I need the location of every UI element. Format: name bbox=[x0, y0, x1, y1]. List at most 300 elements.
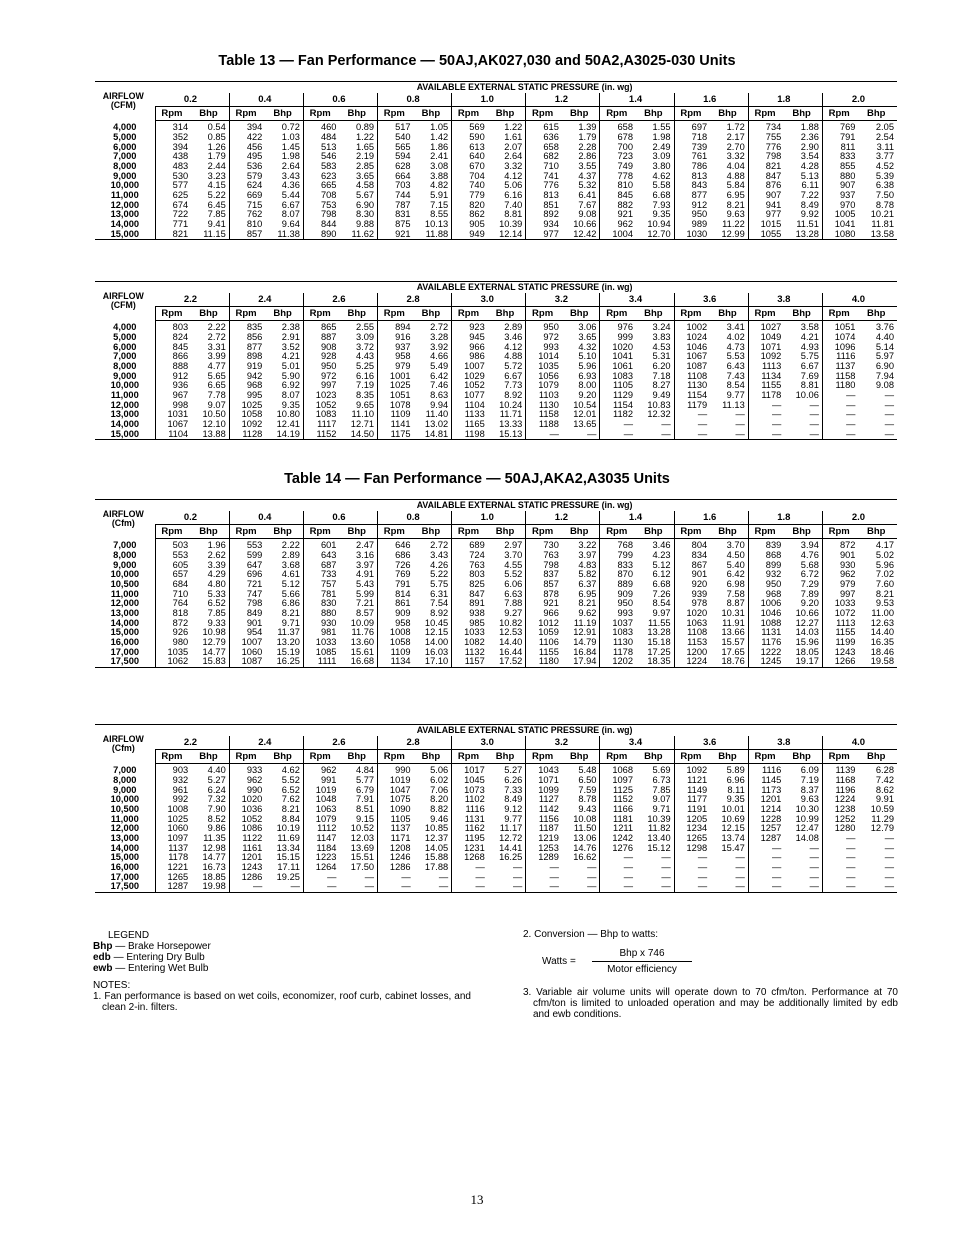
rpm-cell: 1051 bbox=[378, 391, 414, 401]
bhp-cell: 14.00 bbox=[424, 637, 449, 648]
rpm-cell: 1108 bbox=[674, 371, 710, 381]
rpm-cell: 1141 bbox=[378, 420, 414, 430]
rpm-cell: 768 bbox=[600, 539, 636, 551]
rpm-cell: 1002 bbox=[674, 321, 710, 333]
table-row bbox=[95, 401, 897, 411]
bhp-cell: 2.64 bbox=[281, 161, 300, 171]
airflow-cell: 6,000 bbox=[113, 342, 137, 352]
bhp-cell: 7.90 bbox=[207, 804, 226, 814]
bhp-cell: 1.72 bbox=[726, 122, 745, 133]
bhp-cell: 7.29 bbox=[800, 579, 819, 589]
rpm-cell: 763 bbox=[452, 560, 488, 570]
bhp-cell: 7.88 bbox=[504, 599, 523, 609]
bhp-cell: 1.88 bbox=[800, 122, 819, 133]
bhp-cell: 1.05 bbox=[430, 122, 449, 133]
bhp-cell: 9.65 bbox=[355, 400, 375, 410]
bhp-cell: 6.24 bbox=[207, 785, 226, 795]
bhp-cell: 6.98 bbox=[726, 579, 745, 589]
airflow-cell: 7,000 bbox=[113, 152, 137, 162]
bhp-cell: 4.40 bbox=[207, 765, 226, 776]
bhp-cell: 7.02 bbox=[875, 570, 894, 580]
bhp-header: Bhp bbox=[339, 525, 377, 539]
bhp-cell: 8.21 bbox=[578, 599, 597, 609]
bhp-cell: 5.91 bbox=[430, 190, 449, 200]
bhp-cell: 3.16 bbox=[355, 550, 375, 560]
rpm-cell: — bbox=[822, 834, 858, 844]
bhp-cell: 3.80 bbox=[652, 161, 671, 171]
bhp-header: Bhp bbox=[339, 750, 377, 764]
rpm-cell: — bbox=[526, 873, 562, 883]
bhp-cell: 6.68 bbox=[652, 190, 671, 200]
bhp-cell: 10.52 bbox=[350, 824, 375, 834]
bhp-cell: 2.72 bbox=[430, 540, 449, 551]
bhp-cell: 2.47 bbox=[355, 540, 375, 551]
bhp-cell: 18.46 bbox=[870, 647, 894, 657]
rpm-cell: 870 bbox=[600, 570, 636, 580]
rpm-cell: 740 bbox=[452, 181, 488, 191]
pressure-header: 0.8 bbox=[378, 93, 452, 107]
rpm-cell: 700 bbox=[600, 142, 636, 152]
rpm-cell: 894 bbox=[378, 321, 414, 333]
rpm-cell: — bbox=[674, 410, 710, 420]
airflow-cell: 12,000 bbox=[110, 599, 140, 609]
bhp-cell: 3.08 bbox=[430, 161, 449, 171]
bhp-cell: 6.90 bbox=[875, 361, 894, 371]
bhp-cell: 5.82 bbox=[578, 570, 597, 580]
rpm-header: Rpm bbox=[452, 525, 488, 539]
bhp-cell: 4.21 bbox=[800, 332, 819, 342]
rpm-cell: 1006 bbox=[748, 599, 784, 609]
bhp-cell: 17.25 bbox=[647, 647, 671, 657]
table-row bbox=[95, 171, 897, 181]
rpm-cell: 1096 bbox=[822, 342, 858, 352]
bhp-cell: 3.70 bbox=[504, 550, 523, 560]
table-row bbox=[95, 657, 897, 667]
bhp-cell: 15.15 bbox=[276, 853, 300, 863]
bhp-cell: — bbox=[884, 833, 894, 843]
rpm-cell: 1268 bbox=[452, 853, 488, 863]
rpm-cell: 536 bbox=[229, 162, 265, 172]
bhp-cell: 13.28 bbox=[784, 230, 822, 240]
bhp-cell: 12.03 bbox=[350, 833, 375, 843]
airflow-cell: 4,000 bbox=[113, 321, 137, 332]
table-row bbox=[95, 210, 897, 220]
bhp-cell: 16.73 bbox=[202, 862, 226, 873]
airflow-cell: 10,000 bbox=[110, 570, 140, 580]
rpm-cell: 820 bbox=[452, 201, 488, 211]
rpm-cell: 1061 bbox=[600, 362, 636, 372]
bhp-cell: 1.98 bbox=[281, 152, 300, 162]
rpm-cell: 907 bbox=[822, 181, 858, 191]
bhp-cell: — bbox=[587, 872, 597, 882]
rpm-cell: 394 bbox=[155, 142, 191, 152]
table-row bbox=[95, 410, 897, 420]
rpm-cell: 753 bbox=[303, 201, 339, 211]
rpm-cell: 1199 bbox=[822, 638, 858, 648]
rpm-cell: 776 bbox=[526, 181, 562, 191]
rpm-cell: 1014 bbox=[526, 352, 562, 362]
rpm-cell: 928 bbox=[303, 352, 339, 362]
rpm-cell: 1165 bbox=[452, 420, 488, 430]
bhp-cell: 7.58 bbox=[726, 589, 745, 599]
rpm-cell: 811 bbox=[822, 142, 858, 152]
rpm-cell: 779 bbox=[452, 191, 488, 201]
bhp-cell: 15.51 bbox=[350, 853, 375, 863]
rpm-cell: 664 bbox=[378, 171, 414, 181]
rpm-cell: 1097 bbox=[155, 834, 191, 844]
bhp-cell: 19.58 bbox=[858, 657, 897, 667]
rpm-cell: 625 bbox=[155, 191, 191, 201]
table-row bbox=[95, 628, 897, 638]
bhp-cell: 4.77 bbox=[207, 361, 226, 371]
rpm-header: Rpm bbox=[229, 525, 265, 539]
bhp-cell: 14.19 bbox=[265, 430, 303, 440]
rpm-cell: 628 bbox=[378, 162, 414, 172]
rpm-cell: 1171 bbox=[378, 834, 414, 844]
bhp-cell: 7.62 bbox=[281, 795, 300, 805]
bhp-cell: 2.90 bbox=[800, 142, 819, 152]
airflow-cell: 10,000 bbox=[110, 381, 140, 391]
rpm-cell: 798 bbox=[526, 560, 562, 570]
rpm-cell: 993 bbox=[600, 609, 636, 619]
airflow-cell: 14,000 bbox=[110, 843, 140, 853]
bhp-header: Bhp bbox=[265, 525, 303, 539]
rpm-cell: 992 bbox=[155, 795, 191, 805]
rpm-cell: 1001 bbox=[378, 371, 414, 381]
bhp-cell: 3.43 bbox=[281, 171, 300, 181]
rpm-cell: 665 bbox=[303, 181, 339, 191]
bhp-cell: 4.73 bbox=[726, 342, 745, 352]
pressure-header: 2.2 bbox=[155, 736, 229, 750]
airflow-unit: (CFM) bbox=[110, 100, 136, 111]
rpm-cell: 1286 bbox=[378, 863, 414, 873]
pressure-header: 1.4 bbox=[600, 511, 674, 525]
bhp-cell: 9.49 bbox=[652, 390, 671, 400]
bhp-cell: 15.88 bbox=[424, 853, 449, 863]
bhp-cell: 6.16 bbox=[504, 190, 523, 200]
rpm-cell: 1113 bbox=[748, 362, 784, 372]
rpm-cell: 798 bbox=[303, 210, 339, 220]
rpm-cell: 670 bbox=[452, 162, 488, 172]
rpm-cell: 1127 bbox=[526, 795, 562, 805]
airflow-cell: 11,000 bbox=[110, 190, 139, 200]
rpm-cell: 972 bbox=[526, 333, 562, 343]
rpm-cell: 997 bbox=[822, 589, 858, 599]
rpm-cell: 1147 bbox=[303, 834, 339, 844]
rpm-cell: 932 bbox=[155, 776, 191, 786]
bhp-cell: 6.43 bbox=[726, 361, 745, 371]
rpm-cell: 749 bbox=[600, 162, 636, 172]
bhp-cell: 10.54 bbox=[573, 400, 597, 410]
rpm-cell: 856 bbox=[229, 333, 265, 343]
bhp-cell: 2.28 bbox=[578, 142, 597, 152]
rpm-cell: 1004 bbox=[600, 230, 636, 240]
rpm-cell: 1102 bbox=[452, 795, 488, 805]
rpm-cell: 1092 bbox=[229, 420, 265, 430]
rpm-cell: 1075 bbox=[378, 795, 414, 805]
table-row bbox=[95, 863, 897, 873]
rpm-cell: 1154 bbox=[600, 401, 636, 411]
bhp-cell: 4.15 bbox=[207, 181, 226, 191]
rpm-cell: 1105 bbox=[378, 814, 414, 824]
rpm-cell: 1133 bbox=[452, 410, 488, 420]
rpm-cell: 1080 bbox=[822, 230, 858, 240]
rpm-cell: 1201 bbox=[748, 795, 784, 805]
notes-title: NOTES: bbox=[93, 980, 131, 991]
rpm-cell: 1025 bbox=[229, 401, 265, 411]
rpm-cell: 696 bbox=[229, 570, 265, 580]
rpm-cell: — bbox=[452, 882, 488, 892]
rpm-cell: 851 bbox=[526, 201, 562, 211]
bhp-cell: 8.11 bbox=[727, 785, 745, 795]
rpm-cell: 1154 bbox=[674, 391, 710, 401]
rpm-cell: 1137 bbox=[155, 844, 191, 854]
bhp-cell: 7.54 bbox=[430, 599, 449, 609]
bhp-cell: 9.53 bbox=[875, 599, 894, 609]
rpm-cell: 1253 bbox=[526, 844, 562, 854]
airflow-cell: 17,000 bbox=[110, 647, 140, 657]
rpm-cell: 1128 bbox=[229, 430, 265, 440]
bhp-cell: 10.66 bbox=[573, 219, 597, 230]
bhp-cell: 2.05 bbox=[875, 122, 894, 133]
rpm-cell: 438 bbox=[155, 152, 191, 162]
bhp-cell: 4.61 bbox=[281, 570, 300, 580]
rpm-cell: 950 bbox=[303, 362, 339, 372]
bhp-cell: 7.40 bbox=[504, 200, 523, 210]
bhp-cell: 3.22 bbox=[578, 540, 597, 551]
bhp-cell: 14.50 bbox=[339, 430, 377, 440]
bhp-header: Bhp bbox=[339, 107, 377, 121]
rpm-header: Rpm bbox=[378, 307, 414, 321]
pressure-header: 1.0 bbox=[452, 511, 526, 525]
bhp-header: Bhp bbox=[562, 107, 600, 121]
bhp-cell: 9.63 bbox=[726, 210, 745, 220]
bhp-cell: — bbox=[562, 882, 600, 892]
bhp-cell: 7.85 bbox=[652, 785, 671, 795]
bhp-cell: 4.21 bbox=[281, 352, 300, 362]
bhp-cell: 7.91 bbox=[355, 795, 375, 805]
rpm-cell: 921 bbox=[526, 599, 562, 609]
bhp-cell: 2.72 bbox=[207, 332, 226, 342]
rpm-cell: 1060 bbox=[155, 824, 191, 834]
bhp-cell: — bbox=[710, 882, 748, 892]
rpm-cell: 1007 bbox=[452, 362, 488, 372]
bhp-cell: — bbox=[661, 872, 671, 882]
rpm-header: Rpm bbox=[303, 307, 339, 321]
bhp-cell: 4.23 bbox=[652, 550, 671, 560]
rpm-cell: 733 bbox=[303, 570, 339, 580]
bhp-header: Bhp bbox=[710, 750, 748, 764]
rpm-cell: 1048 bbox=[303, 795, 339, 805]
pressure-header: 3.2 bbox=[526, 293, 600, 307]
bhp-cell: 12.27 bbox=[795, 618, 819, 628]
rpm-cell: 1008 bbox=[378, 628, 414, 638]
rpm-cell: 1090 bbox=[378, 805, 414, 815]
bhp-cell: 2.38 bbox=[281, 322, 300, 333]
rpm-cell: 1298 bbox=[674, 844, 710, 854]
rpm-cell: 887 bbox=[303, 333, 339, 343]
rpm-cell: 843 bbox=[674, 181, 710, 191]
rpm-cell: 866 bbox=[155, 352, 191, 362]
airflow-unit: (CFM) bbox=[110, 300, 136, 311]
rpm-cell: 1078 bbox=[378, 401, 414, 411]
bhp-cell: 12.99 bbox=[710, 230, 748, 240]
rpm-cell: 763 bbox=[526, 551, 562, 561]
bhp-cell: 6.09 bbox=[800, 765, 819, 776]
bhp-cell: 5.02 bbox=[875, 550, 894, 560]
rpm-cell: 962 bbox=[303, 764, 339, 776]
airflow-label: AIRFLOW bbox=[102, 508, 144, 519]
rpm-cell: 1139 bbox=[822, 764, 858, 776]
bhp-cell: 15.19 bbox=[276, 647, 300, 657]
bhp-header: Bhp bbox=[488, 307, 526, 321]
bhp-cell: 10.13 bbox=[424, 219, 449, 230]
bhp-cell: 6.68 bbox=[652, 579, 671, 589]
rpm-cell: — bbox=[378, 882, 414, 892]
bhp-cell: 3.43 bbox=[430, 550, 449, 560]
bhp-cell: 7.94 bbox=[875, 371, 894, 381]
rpm-cell: 1117 bbox=[303, 420, 339, 430]
bhp-cell: — bbox=[858, 882, 897, 892]
pressure-header: 1.6 bbox=[674, 93, 748, 107]
rpm-cell: 599 bbox=[229, 551, 265, 561]
bhp-cell: 19.25 bbox=[276, 872, 300, 882]
bhp-cell: 7.21 bbox=[355, 599, 375, 609]
pressure-header: 0.2 bbox=[155, 511, 229, 525]
rpm-cell: 791 bbox=[822, 133, 858, 143]
rpm-cell: 909 bbox=[600, 589, 636, 599]
bhp-cell: 6.45 bbox=[207, 200, 226, 210]
bhp-cell: 16.35 bbox=[870, 637, 894, 648]
rpm-cell: 710 bbox=[155, 589, 191, 599]
bhp-cell: 0.85 bbox=[207, 132, 226, 142]
rpm-cell: 1035 bbox=[526, 362, 562, 372]
rpm-cell: 954 bbox=[229, 628, 265, 638]
bhp-cell: 3.52 bbox=[281, 342, 300, 352]
bhp-cell: — bbox=[809, 862, 819, 873]
rpm-cell: — bbox=[822, 882, 858, 892]
bhp-cell: 10.31 bbox=[721, 608, 745, 618]
rpm-header: Rpm bbox=[748, 107, 784, 121]
bhp-cell: 7.73 bbox=[504, 381, 523, 391]
rpm-cell: 1027 bbox=[748, 321, 784, 333]
bhp-cell: 15.12 bbox=[647, 843, 671, 853]
rpm-header: Rpm bbox=[822, 107, 858, 121]
bhp-cell: 11.22 bbox=[722, 219, 745, 230]
airflow-cell: 6,000 bbox=[113, 142, 137, 152]
rpm-cell: 1158 bbox=[822, 371, 858, 381]
airflow-cell: 9,000 bbox=[113, 371, 137, 381]
rpm-cell: 872 bbox=[155, 619, 191, 629]
pressure-header: 0.6 bbox=[303, 93, 377, 107]
rpm-cell: 878 bbox=[526, 589, 562, 599]
bhp-cell: 5.48 bbox=[578, 765, 597, 776]
rpm-cell: 1020 bbox=[674, 609, 710, 619]
rpm-cell: 646 bbox=[378, 539, 414, 551]
table-row bbox=[95, 785, 897, 795]
bhp-cell: 6.50 bbox=[578, 775, 597, 785]
bhp-cell: 9.35 bbox=[652, 210, 671, 220]
rpm-cell: 857 bbox=[526, 580, 562, 590]
bhp-cell: 6.67 bbox=[504, 371, 523, 381]
rpm-cell: 880 bbox=[822, 171, 858, 181]
bhp-cell: 8.81 bbox=[504, 210, 523, 220]
rpm-cell: 1228 bbox=[748, 814, 784, 824]
bhp-cell: 3.39 bbox=[207, 560, 226, 570]
rpm-cell: 1196 bbox=[822, 785, 858, 795]
bhp-cell: 6.95 bbox=[578, 589, 597, 599]
bhp-cell: 11.40 bbox=[425, 410, 449, 420]
rpm-cell: 394 bbox=[229, 121, 265, 133]
bhp-cell: 7.59 bbox=[578, 785, 597, 795]
bhp-cell: 9.86 bbox=[207, 824, 226, 834]
bhp-cell: 5.66 bbox=[281, 589, 300, 599]
rpm-cell: 583 bbox=[303, 162, 339, 172]
rpm-cell: — bbox=[674, 863, 710, 873]
table-row bbox=[95, 220, 897, 230]
airflow-header bbox=[95, 500, 155, 539]
rpm-cell: 1153 bbox=[674, 638, 710, 648]
rpm-cell: 901 bbox=[822, 551, 858, 561]
airflow-label: AIRFLOW bbox=[102, 733, 144, 744]
bhp-cell: 17.52 bbox=[488, 657, 526, 667]
bhp-cell: 10.50 bbox=[202, 410, 226, 420]
rpm-cell: 594 bbox=[378, 152, 414, 162]
bhp-cell: 9.35 bbox=[281, 400, 300, 410]
bhp-header: Bhp bbox=[414, 307, 452, 321]
rpm-cell: 1131 bbox=[748, 628, 784, 638]
rpm-cell: 995 bbox=[229, 391, 265, 401]
rpm-cell: 872 bbox=[822, 539, 858, 551]
bhp-cell: — bbox=[809, 872, 819, 882]
airflow-header bbox=[95, 82, 155, 121]
rpm-cell: 950 bbox=[748, 580, 784, 590]
rpm-cell: 1222 bbox=[748, 648, 784, 658]
bhp-cell: 3.65 bbox=[578, 332, 597, 342]
bhp-cell: 14.77 bbox=[202, 853, 226, 863]
pressure-header: 4.0 bbox=[822, 736, 897, 750]
rpm-cell: 945 bbox=[452, 333, 488, 343]
rpm-cell: 687 bbox=[303, 560, 339, 570]
pressure-group-header: AVAILABLE EXTERNAL STATIC PRESSURE (in. wg) bbox=[155, 500, 897, 512]
bhp-cell: 7.85 bbox=[207, 210, 226, 220]
rpm-cell: 1074 bbox=[822, 333, 858, 343]
bhp-cell: 11.69 bbox=[277, 833, 300, 843]
rpm-cell: — bbox=[748, 420, 784, 430]
bhp-cell: 16.84 bbox=[573, 647, 597, 657]
bhp-cell: 4.50 bbox=[726, 550, 745, 560]
rpm-cell: 1111 bbox=[303, 657, 339, 667]
airflow-cell: 14,000 bbox=[110, 419, 140, 430]
rpm-cell: 824 bbox=[155, 333, 191, 343]
rpm-cell: 1116 bbox=[452, 805, 488, 815]
bhp-cell: — bbox=[809, 419, 819, 430]
rpm-cell: 830 bbox=[303, 599, 339, 609]
table-row bbox=[95, 824, 897, 834]
rpm-cell: 601 bbox=[303, 539, 339, 551]
bhp-cell: 6.42 bbox=[726, 570, 745, 580]
rpm-cell: 1015 bbox=[748, 220, 784, 230]
bhp-cell: 8.81 bbox=[800, 381, 819, 391]
rpm-cell: 1029 bbox=[452, 371, 488, 381]
table-row bbox=[95, 133, 897, 143]
bhp-cell: 8.35 bbox=[355, 390, 375, 400]
bhp-cell: 10.98 bbox=[202, 628, 226, 638]
bhp-cell: 5.97 bbox=[875, 352, 894, 362]
rpm-cell: 1182 bbox=[600, 410, 636, 420]
bhp-cell: 5.01 bbox=[281, 361, 300, 371]
rpm-cell: 835 bbox=[229, 321, 265, 333]
